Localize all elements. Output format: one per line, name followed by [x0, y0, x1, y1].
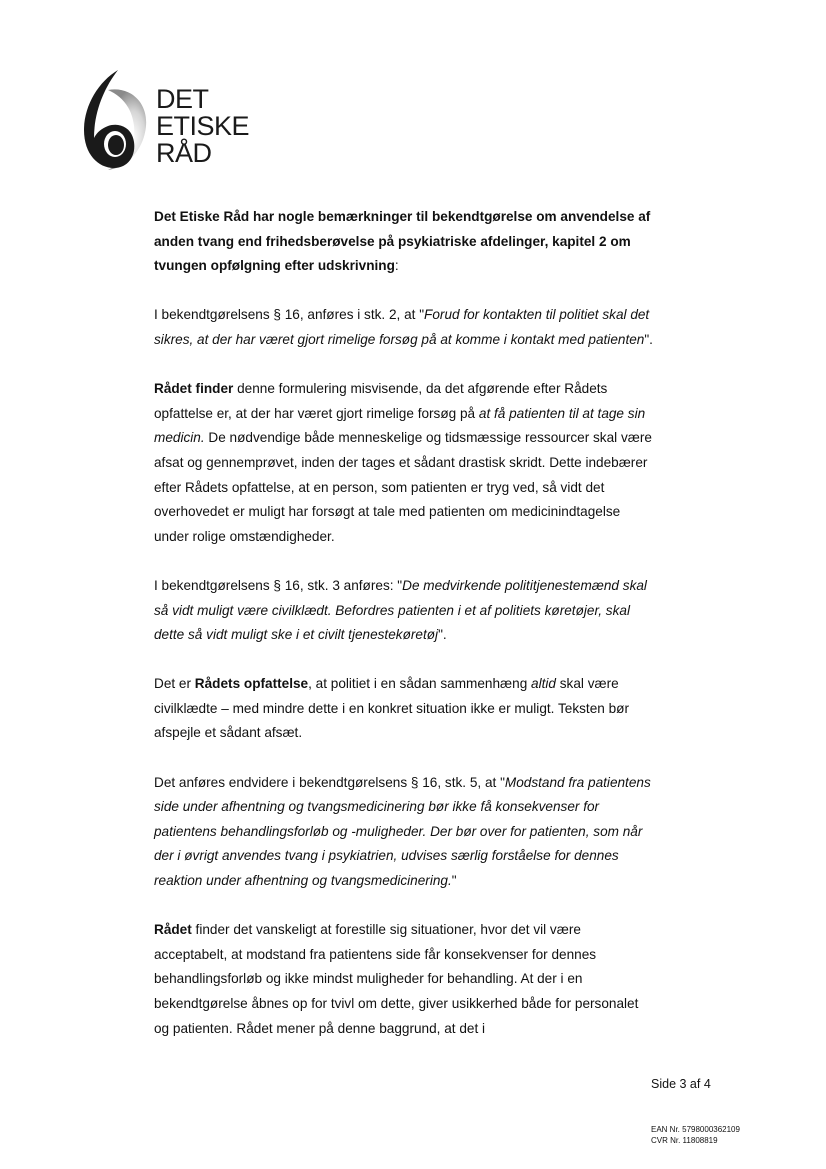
p3-text-2: ".: [438, 627, 447, 643]
logo-line-2: ETISKE: [156, 111, 250, 141]
p2-text-2: De nødvendige både menneskelige og tidsmæssige ressourcer skal være afsat og gennemprøvet, inden der tages et sådant drastisk skridt. Dette indebærer efter Rådets opfattelse, at en person, som patienten er tryg ved, så vidt det overhovedet er muligt har forsøgt at tale med patienten om medicinindtagelse under rolige omstændigheder.: [154, 430, 652, 544]
logo-swirl-icon: [78, 68, 150, 172]
paragraph-6: [154, 918, 654, 1041]
logo: [70, 62, 260, 182]
paragraph-1: [154, 303, 654, 352]
p5-quote: Modstand fra patientens side under afhentning og tvangsmedicinering bør ikke få konsekvenser for patientens behandlingsforløb og -muligheder. Der bør over for patienten, som når der i øvrigt anvendes tvang i psykiatrien, udvises særlig forståelse for dennes reaktion under afhentning og tvangsmedicinering.: [154, 774, 651, 889]
paragraph-3: [154, 574, 654, 648]
logo-line-3: RÅD: [156, 138, 212, 168]
page-number: Side 3 af 4: [651, 1077, 711, 1091]
p3-quote: De medvirkende polititjenestemænd skal så vidt muligt være civilklædt. Befordres patienten i et af politiets køretøjer, skal dette så vidt muligt ske i et civilt tjenestekøretøj: [154, 577, 647, 643]
cvr-number: CVR Nr. 11808819: [651, 1136, 718, 1145]
p3-text-1: I bekendtgørelsens § 16, stk. 3 anføres: ": [154, 577, 403, 593]
logo-wordmark: [156, 86, 249, 167]
p1-quote: Forud for kontakten til politiet skal det sikres, at der har været gjort rimelige forsøg på at komme i kontakt med patienten: [154, 307, 650, 347]
p2-italic: at få patienten til at tage sin medicin.: [154, 405, 646, 446]
p2-bold: Rådet finder: [154, 381, 234, 397]
p4-italic: altid: [531, 676, 556, 692]
p4-bold: Rådets opfattelse: [194, 676, 309, 692]
heading-colon: :: [394, 258, 399, 274]
p6-bold: Rådet: [154, 922, 192, 938]
heading-text: Det Etiske Råd har nogle bemærkninger til bekendtgørelse om anvendelse af anden tvang end frihedsberøvelse på psykiatriske afdelinger, kapitel 2 om tvungen opfølgning efter udskrivning: [154, 209, 651, 274]
p6-text-1: finder det vanskeligt at forestille sig situationer, hvor det vil være acceptabelt, at modstand fra patientens side får konsekvenser for dennes behandlingsforløb og ikke mindst muligheder for behandling. At der i en bekendtgørelse åbnes op for tvivl om dette, giver usikkerhed både for personalet og patienten. Rådet mener på denne baggrund, at det i: [154, 922, 639, 1036]
ean-number: EAN Nr. 5798000362109: [651, 1125, 740, 1134]
p2-text-1: denne formulering misvisende, da det afgørende efter Rådets opfattelse er, at der har været gjort rimelige forsøg på: [154, 381, 608, 421]
paragraph-2: [154, 377, 654, 549]
p5-text-1: Det anføres endvidere i bekendtgørelsens § 16, stk. 5, at ": [154, 774, 505, 790]
letter-heading: [154, 205, 654, 279]
paragraph-4: [154, 672, 654, 746]
p4-text-3: skal være civilklædte – med mindre dette i en konkret situation ikke er muligt. Teksten bør afspejle et sådant afsæt.: [154, 676, 629, 741]
p5-text-2: ": [451, 873, 457, 889]
logo-line-1: DET: [156, 84, 209, 114]
p1-text-1: I bekendtgørelsens § 16, anføres i stk. 2, at ": [154, 307, 425, 323]
letter-body: [154, 205, 654, 1066]
p4-text-1: Det er: [154, 676, 195, 692]
p1-text-2: ".: [644, 331, 653, 347]
p4-text-2: , at politiet i en sådan sammenhæng: [308, 676, 532, 692]
paragraph-5: [154, 771, 654, 894]
footer-identifiers: [651, 1124, 740, 1146]
